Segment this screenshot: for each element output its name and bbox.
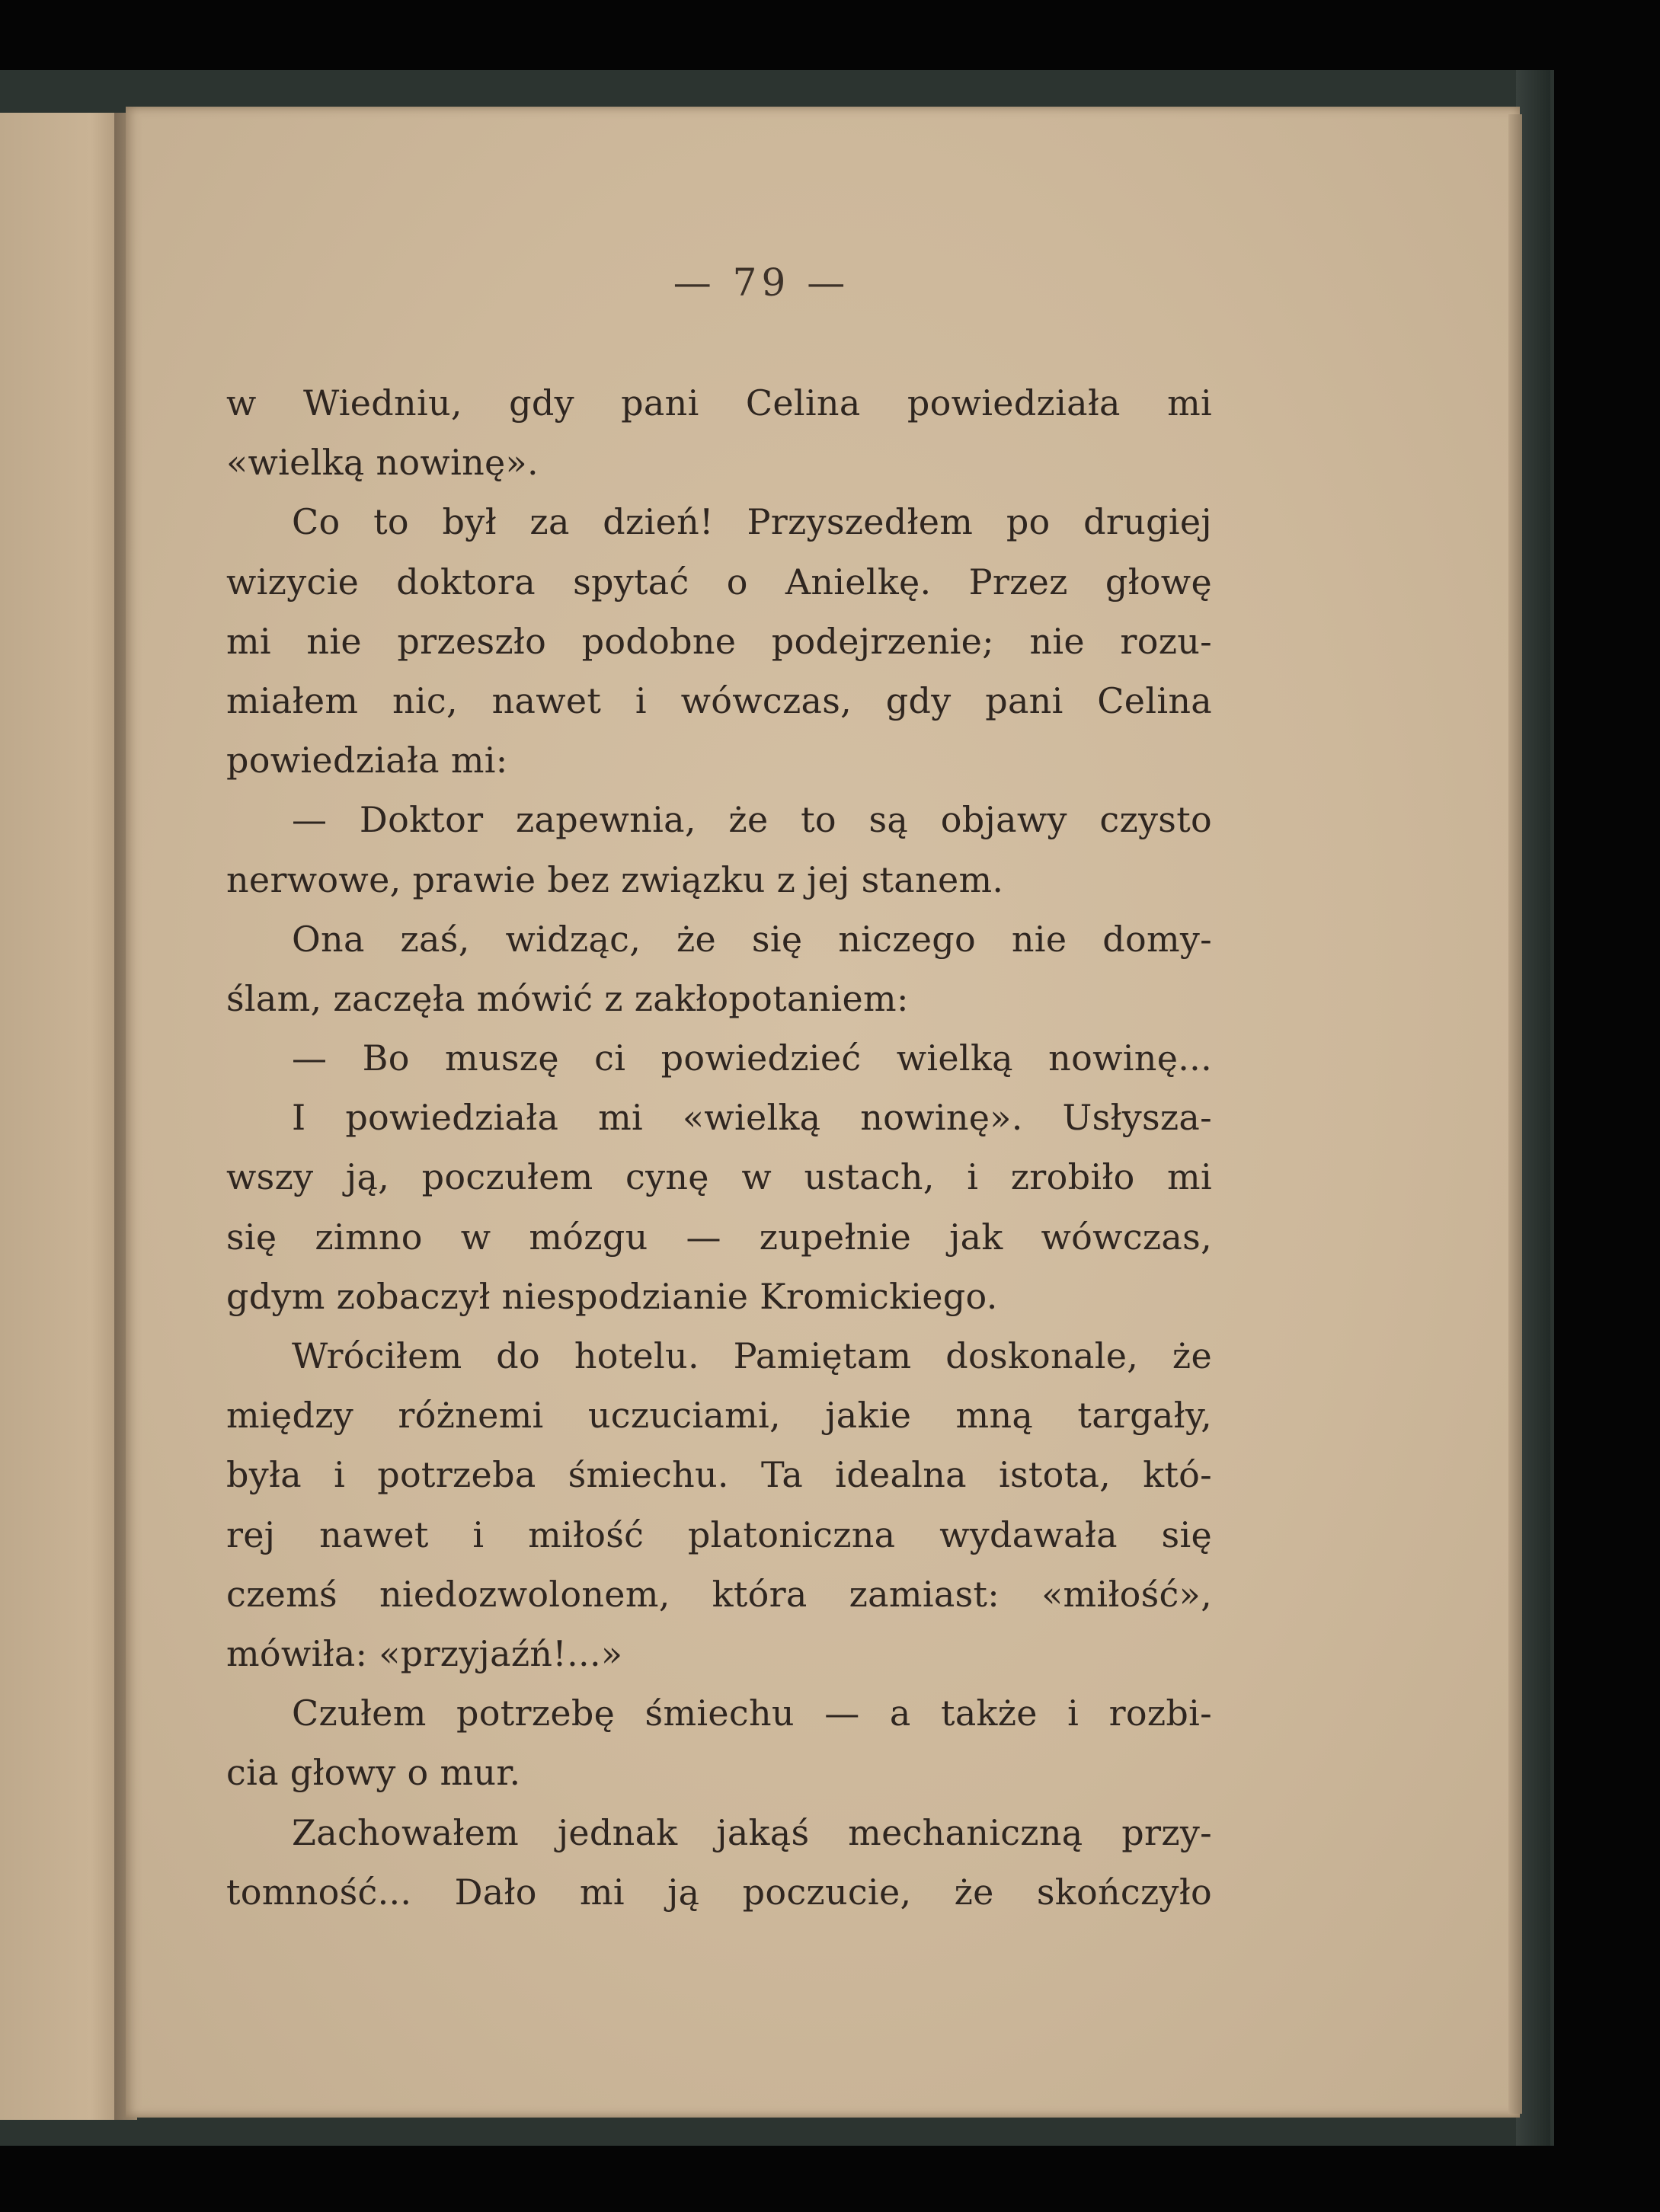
text-line: ślam, zaczęła mówić z zakłopotaniem: — [226, 977, 909, 1019]
text-line: była i potrzeba śmiechu. Ta idealna istota, któ- — [226, 1454, 1212, 1496]
text-line: cia głowy o mur. — [226, 1752, 521, 1794]
text-line: Czułem potrzebę śmiechu — a także i rozbi- — [292, 1693, 1212, 1734]
text-line: tomność... Dało mi ją poczucie, że skończyło — [226, 1871, 1212, 1913]
text-line: wizycie doktora spytać o Anielkę. Przez głowę — [226, 561, 1212, 603]
text-line: miałem nic, nawet i wówczas, gdy pani Celina — [226, 679, 1212, 721]
text-line: — Bo muszę ci powiedzieć wielką nowinę... — [292, 1037, 1212, 1079]
text-line: — Doktor zapewnia, że to są objawy czysto — [292, 799, 1212, 841]
text-line: w Wiedniu, gdy pani Celina powiedziała mi — [226, 382, 1212, 424]
text-line: między różnemi uczuciami, jakie mną targały, — [226, 1395, 1212, 1437]
text-line: nerwowe, prawie bez związku z jej stanem. — [226, 858, 1004, 900]
text-line: rej nawet i miłość platoniczna wydawała się — [226, 1514, 1212, 1555]
text-line: Ona zaś, widząc, że się niczego nie domy- — [292, 918, 1212, 960]
text-line: się zimno w mózgu — zupełnie jak wówczas, — [226, 1216, 1212, 1258]
page-edge — [1508, 114, 1522, 2114]
text-line: wszy ją, poczułem cynę w ustach, i zrobiło mi — [226, 1156, 1212, 1198]
text-line: powiedziała mi: — [226, 740, 508, 782]
text-line: «wielką nowinę». — [226, 442, 539, 484]
text-line: Wróciłem do hotelu. Pamiętam doskonale, że — [292, 1335, 1212, 1376]
text-line: I powiedziała mi «wielką nowinę». Usłysza- — [292, 1097, 1212, 1139]
text-line: Co to był za dzień! Przyszedłem po drugiej — [292, 501, 1212, 543]
text-line: mi nie przeszło podobne podejrzenie; nie rozu- — [226, 620, 1212, 662]
text-line: gdym zobaczył niespodzianie Kromickiego. — [226, 1275, 998, 1317]
page-number: — 79 — — [673, 261, 850, 305]
text-line: mówiła: «przyjaźń!...» — [226, 1632, 623, 1674]
left-page — [0, 113, 130, 2120]
page-body-text — [226, 373, 1212, 1922]
text-line: czemś niedozwolonem, która zamiast: «miłość», — [226, 1573, 1212, 1615]
text-line: Zachowałem jednak jakąś mechaniczną przy- — [292, 1811, 1212, 1853]
